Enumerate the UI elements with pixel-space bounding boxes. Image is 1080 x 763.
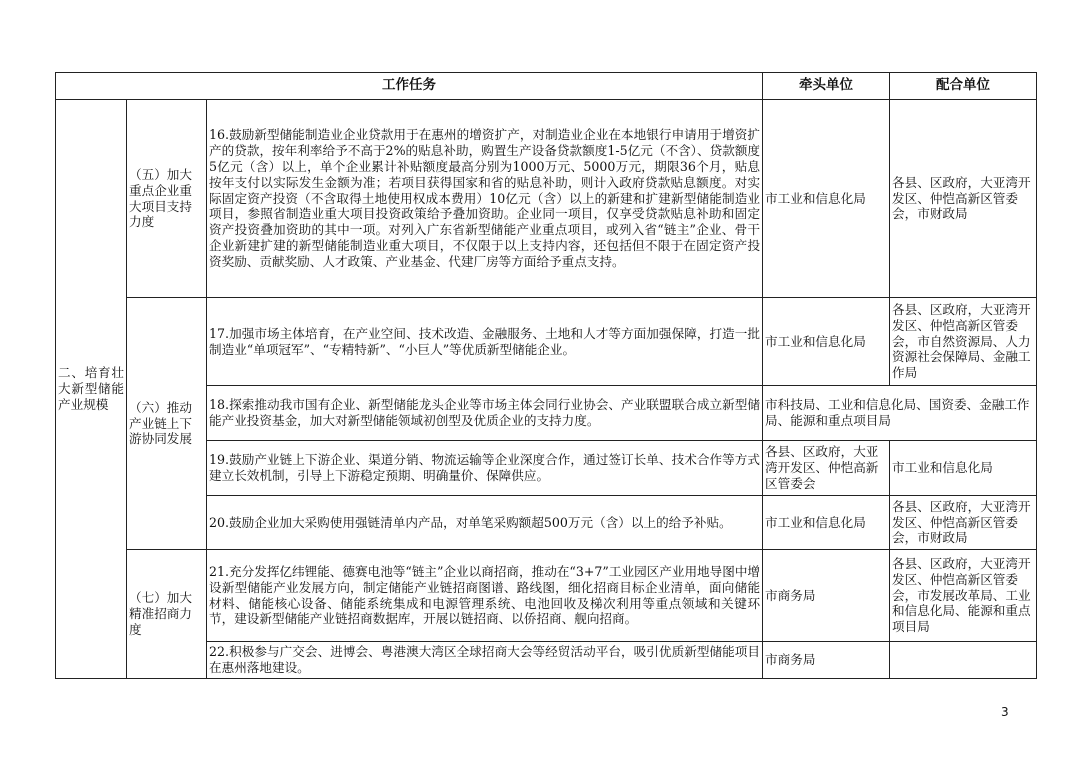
cooperating-units-cell: 各县、区政府，大亚湾开发区、仲恺高新区管委会，市自然资源局、人力资源社会保障局、金融工作局 (890, 298, 1037, 386)
table-header-row (56, 73, 1037, 100)
header-cooperating-units: 配合单位 (890, 73, 1037, 100)
cooperating-units-cell: 各县、区政府，大亚湾开发区、仲恺高新区管委会，市财政局 (890, 100, 1037, 298)
lead-unit-cell: 各县、区政府，大亚湾开发区、仲恺高新区管委会 (763, 441, 890, 496)
subgroup-label: （六）推动产业链上下游协同发展 (127, 298, 207, 550)
cooperating-units-cell: 市工业和信息化局 (890, 441, 1037, 496)
cooperating-units-cell: 各县、区政府，大亚湾开发区、仲恺高新区管委会，市财政局 (890, 496, 1037, 550)
task-group-label: 二、培育壮大新型储能产业规模 (56, 100, 127, 679)
cooperating-units-cell (890, 642, 1037, 679)
lead-and-cooperating-units-cell: 市科技局、工业和信息化局、国资委、金融工作局、能源和重点项目局 (763, 386, 1037, 441)
task-cell: 20.鼓励企业加大采购使用强链清单内产品，对单笔采购额超500万元（含）以上的给予补贴。 (207, 496, 763, 550)
task-cell: 22.积极参与广交会、进博会、粤港澳大湾区全球招商大会等经贸活动平台，吸引优质新型储能项目在惠州落地建设。 (207, 642, 763, 679)
task-cell: 16.鼓励新型储能制造业企业贷款用于在惠州的增资扩产，对制造业企业在本地银行申请用于增资扩产的贷款，按年利率给予不高于2%的贴息补助，购置生产设备贷款额度1-5亿元（不含）、贷款额度5亿元（含）以上，单个企业累计补贴额度最高分别为1000万元、5000万元，期限36个月，贴息按年支付以实际发生金额为准；若项目获得国家和省的贴息补助，则计入政府贷款贴息额度。对实际固定资产投资（不含取得土地使用权成本费用）10亿元（含）以上的新建和扩建新型储能制造业项目，参照省制造业重大项目投资政策给予叠加资助。企业同一项目，仅享受贷款贴息补助和固定资产投资叠加资助的其中一项。对列入广东省新型储能产业重点项目，或列入省“链主”企业、骨干企业新建扩建的新型储能制造业重大项目，不仅限于以上支持内容，还包括但不限于在固定资产投资奖励、贡献奖励、人才政策、产业基金、代建厂房等方面给予重点支持。 (207, 100, 763, 298)
header-task: 工作任务 (56, 73, 763, 100)
header-lead-unit: 牵头单位 (763, 73, 890, 100)
table-row (56, 100, 1037, 298)
page-number: 3 (1001, 705, 1009, 719)
task-cell: 19.鼓励产业链上下游企业、渠道分销、物流运输等企业深度合作，通过签订长单、技术合作等方式建立长效机制，引导上下游稳定预期、明确量价、保障供应。 (207, 441, 763, 496)
table-row (56, 550, 1037, 642)
lead-unit-cell: 市工业和信息化局 (763, 100, 890, 298)
lead-unit-cell: 市工业和信息化局 (763, 298, 890, 386)
task-cell: 18.探索推动我市国有企业、新型储能龙头企业等市场主体会同行业协会、产业联盟联合成立新型储能产业投资基金，加大对新型储能领域初创型及优质企业的支持力度。 (207, 386, 763, 441)
task-cell: 17.加强市场主体培育，在产业空间、技术改造、金融服务、土地和人才等方面加强保障，打造一批制造业“单项冠军”、“专精特新”、“小巨人”等优质新型储能企业。 (207, 298, 763, 386)
task-cell: 21.充分发挥亿纬锂能、德赛电池等“链主”企业以商招商，推动在“3+7”工业园区产业用地导图中增设新型储能产业发展方向，制定储能产业链招商图谱、路线图，细化招商目标企业清单，面向储能材料、储能核心设备、储能系统集成和电源管理系统、电池回收及梯次利用等重点领域和关键环节，建设新型储能产业链招商数据库，开展以链招商、以侨招商、舰向招商。 (207, 550, 763, 642)
lead-unit-cell: 市商务局 (763, 550, 890, 642)
lead-unit-cell: 市商务局 (763, 642, 890, 679)
table-row (56, 298, 1037, 386)
lead-unit-cell: 市工业和信息化局 (763, 496, 890, 550)
task-table (55, 72, 1037, 679)
subgroup-label: （七）加大精准招商力度 (127, 550, 207, 679)
subgroup-label: （五）加大重点企业重大项目支持力度 (127, 100, 207, 298)
cooperating-units-cell: 各县、区政府，大亚湾开发区、仲恺高新区管委会，市发展改革局、工业和信息化局、能源和重点项目局 (890, 550, 1037, 642)
